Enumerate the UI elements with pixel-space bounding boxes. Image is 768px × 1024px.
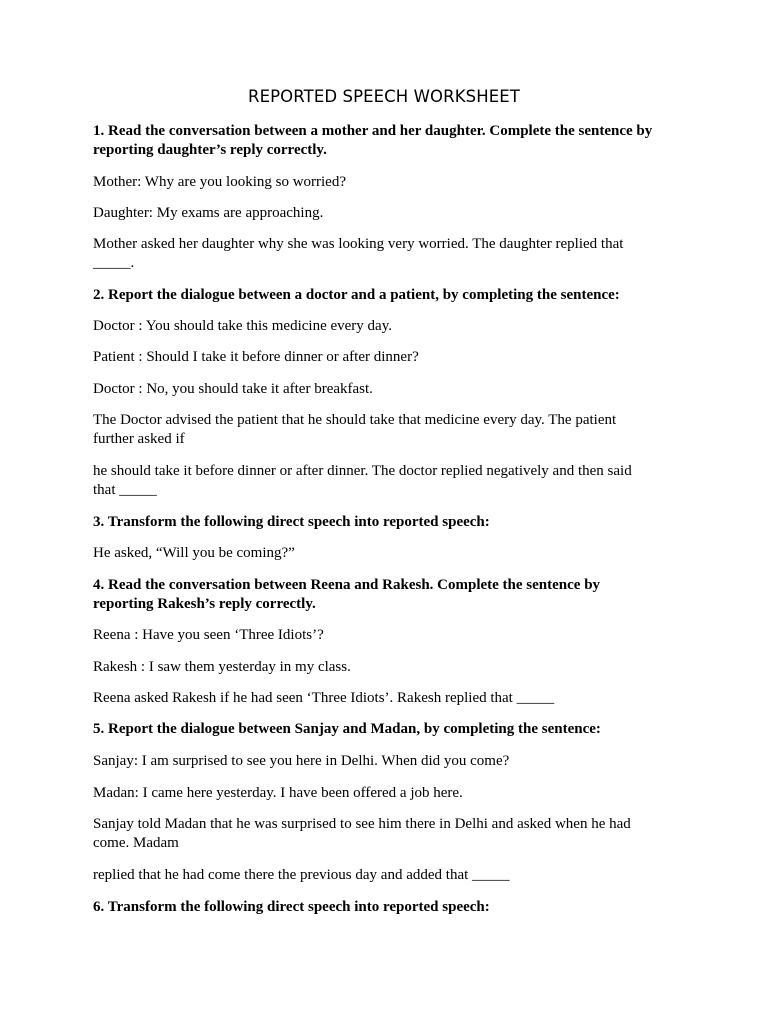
q5-reported-part-1-line-2: come. Madam	[93, 835, 179, 851]
q2-reported-part-2-line-2: that _____	[93, 482, 157, 498]
question-6-heading	[93, 898, 683, 917]
q2-patient-text: Patient : Should I take it before dinner or after dinner?	[93, 349, 419, 365]
q2-doctor-line-1	[93, 317, 683, 336]
question-1-heading	[93, 122, 683, 160]
q1-reported-line-1: Mother asked her daughter why she was looking very worried. The daughter replied that	[93, 236, 624, 252]
q5-sanjay-line	[93, 752, 683, 771]
worksheet-title: REPORTED SPEECH WORKSHEET	[248, 87, 520, 106]
q5-madan-text: Madan: I came here yesterday. I have been offered a job here.	[93, 785, 463, 801]
q1-reported-sentence	[93, 235, 683, 273]
q4-rakesh-line	[93, 658, 683, 677]
q1-mother-text: Mother: Why are you looking so worried?	[93, 174, 347, 190]
q2-reported-part-1-line-1: The Doctor advised the patient that he should take that medicine every day. The patient	[93, 412, 617, 428]
q4-reena-line	[93, 626, 683, 645]
q1-daughter-line	[93, 204, 683, 223]
q4-reported-text: Reena asked Rakesh if he had seen ‘Three Idiots’. Rakesh replied that _____	[93, 690, 555, 706]
q5-sanjay-text: Sanjay: I am surprised to see you here in Delhi. When did you come?	[93, 753, 510, 769]
question-4-heading	[93, 576, 683, 614]
q4-reena-text: Reena : Have you seen ‘Three Idiots’?	[93, 627, 324, 643]
q1-reported-line-2: _____.	[93, 255, 135, 271]
q1-daughter-text: Daughter: My exams are approaching.	[93, 205, 324, 221]
q1-mother-line	[93, 173, 683, 192]
question-4-heading-line-2: reporting Rakesh’s reply correctly.	[93, 596, 316, 612]
q5-madan-line	[93, 784, 683, 803]
q2-patient-line	[93, 348, 683, 367]
q3-direct-speech-text: He asked, “Will you be coming?”	[93, 545, 295, 561]
q2-reported-part-1-line-2: further asked if	[93, 431, 185, 447]
q3-direct-speech	[93, 544, 683, 563]
q5-reported-part-2-line-1: replied that he had come there the previous day and added that _____	[93, 867, 510, 883]
question-2-heading-line-1: 2. Report the dialogue between a doctor and a patient, by completing the sentence:	[93, 287, 620, 303]
q4-rakesh-text: Rakesh : I saw them yesterday in my class.	[93, 659, 351, 675]
question-3-heading-line-1: 3. Transform the following direct speech into reported speech:	[93, 514, 490, 530]
question-5-heading-line-1: 5. Report the dialogue between Sanjay and Madan, by completing the sentence:	[93, 721, 601, 737]
q2-reported-sentence-part-2	[93, 462, 683, 500]
question-1-heading-line-2: reporting daughter’s reply correctly.	[93, 142, 327, 158]
q2-doctor-text-2: Doctor : No, you should take it after breakfast.	[93, 381, 373, 397]
question-2-heading	[93, 286, 683, 305]
q4-reported-sentence	[93, 689, 683, 708]
question-4-heading-line-1: 4. Read the conversation between Reena and Rakesh. Complete the sentence by	[93, 577, 601, 593]
question-6-heading-line-1: 6. Transform the following direct speech into reported speech:	[93, 899, 490, 915]
question-5-heading	[93, 720, 683, 739]
question-3-heading	[93, 513, 683, 532]
q2-doctor-line-2	[93, 380, 683, 399]
q5-reported-part-1-line-1: Sanjay told Madan that he was surprised to see him there in Delhi and asked when he had	[93, 816, 631, 832]
q5-reported-sentence-part-2	[93, 866, 683, 885]
question-1-heading-line-1: 1. Read the conversation between a mother and her daughter. Complete the sentence by	[93, 123, 653, 139]
q2-reported-part-2-line-1: he should take it before dinner or after dinner. The doctor replied negatively and then said	[93, 463, 632, 479]
q2-reported-sentence-part-1	[93, 411, 683, 449]
q2-doctor-text-1: Doctor : You should take this medicine every day.	[93, 318, 392, 334]
q5-reported-sentence-part-1	[93, 815, 683, 853]
